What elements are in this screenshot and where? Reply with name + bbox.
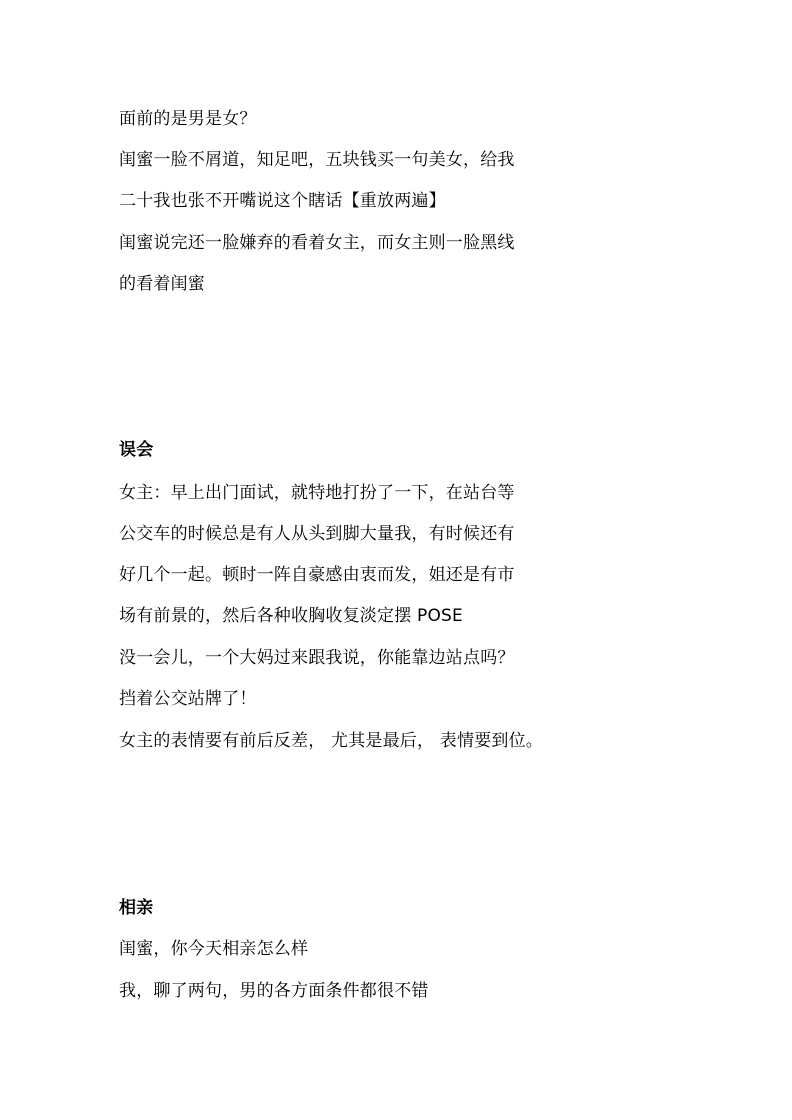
section-heading-blind-date: 相亲 (119, 898, 154, 918)
paragraph-line: 面前的是男是女？ (119, 109, 257, 129)
paragraph-line: 闺蜜说完还一脸嫌弃的看着女主，而女主则一脸黑线 (119, 233, 515, 253)
paragraph-line: 好几个一起。顿时一阵自豪感由衷而发，姐还是有市 (119, 565, 515, 585)
paragraph-line: 我，聊了两句，男的各方面条件都很不错 (119, 981, 429, 1001)
paragraph-line: 场有前景的，然后各种收胸收复淡定摆 POSE (119, 606, 463, 626)
paragraph-line: 公交车的时候总是有人从头到脚大量我，有时候还有 (119, 524, 515, 544)
paragraph-line: 二十我也张不开嘴说这个瞎话【重放两遍】 (119, 191, 446, 211)
paragraph-line: 女主：早上出门面试，就特地打扮了一下，在站台等 (119, 483, 515, 503)
paragraph-line: 没一会儿，一个大妈过来跟我说，你能靠边站点吗？ (119, 648, 515, 668)
paragraph-line: 的看着闺蜜 (119, 274, 205, 294)
paragraph-line: 挡着公交站牌了！ (119, 689, 257, 709)
paragraph-line: 闺蜜，你今天相亲怎么样 (119, 939, 309, 959)
paragraph-line: 闺蜜一脸不屑道，知足吧，五块钱买一句美女，给我 (119, 150, 515, 170)
section-heading-misunderstanding: 误会 (119, 440, 154, 460)
paragraph-line: 女主的表情要有前后反差， 尤其是最后， 表情要到位。 (119, 731, 544, 751)
